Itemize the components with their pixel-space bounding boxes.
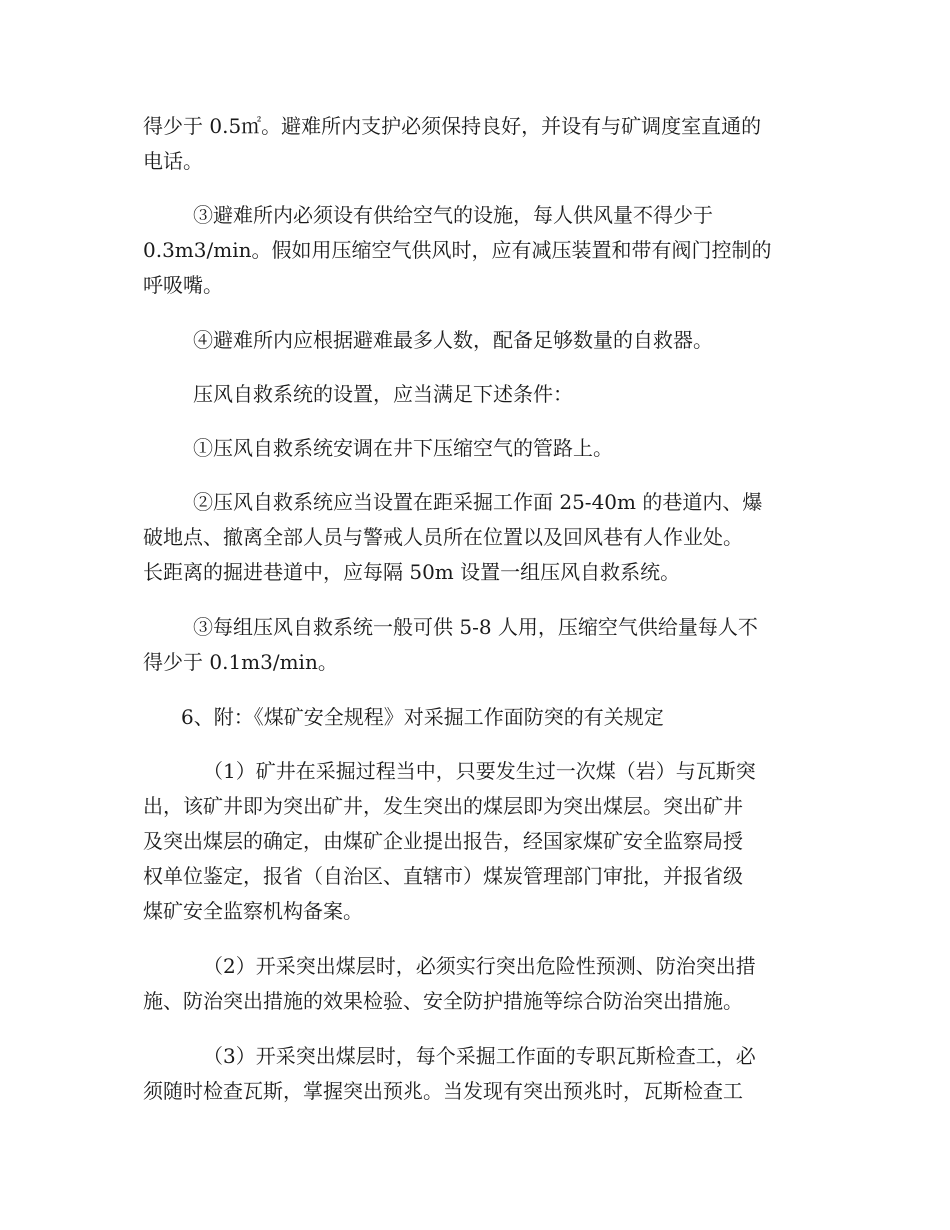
text-line: ③避难所内必须设有供给空气的设施，每人供风量不得少于 bbox=[193, 203, 713, 227]
text-line: （3）开采突出煤层时，每个采掘工作面的专职瓦斯检查工，必 bbox=[203, 1044, 756, 1068]
text-line: 长距离的掘进巷道中，应每隔 50m 设置一组压风自救系统。 bbox=[143, 560, 681, 584]
text-line: 施、防治突出措施的效果检验、安全防护措施等综合防治突出措施。 bbox=[143, 989, 743, 1013]
text-line: 破地点、撤离全部人员与警戒人员所在位置以及回风巷有人作业处。 bbox=[143, 525, 743, 549]
text-line: 得少于 0.5㎡。避难所内支护必须保持良好，并设有与矿调度室直通的 bbox=[143, 114, 762, 138]
text-line: ①压风自救系统安调在井下压缩空气的管路上。 bbox=[193, 436, 613, 460]
text-line: 电话。 bbox=[143, 149, 203, 173]
text-line: 6、附：《煤矿安全规程》对采掘工作面防突的有关规定 bbox=[181, 705, 664, 729]
text-line: 得少于 0.1m3/min。 bbox=[143, 650, 338, 674]
text-line: ④避难所内应根据避难最多人数，配备足够数量的自救器。 bbox=[193, 328, 713, 352]
text-line: （2）开采突出煤层时，必须实行突出危险性预测、防治突出措 bbox=[203, 954, 756, 978]
text-line: 及突出煤层的确定，由煤矿企业提出报告，经国家煤矿安全监察局授 bbox=[143, 829, 743, 853]
text-line: 权单位鉴定，报省（自治区、直辖市）煤炭管理部门审批，并报省级 bbox=[143, 864, 743, 888]
text-line: 出，该矿井即为突出矿井，发生突出的煤层即为突出煤层。突出矿井 bbox=[143, 794, 743, 818]
text-line: 压风自救系统的设置，应当满足下述条件： bbox=[193, 382, 573, 406]
text-line: （1）矿井在采掘过程当中，只要发生过一次煤（岩）与瓦斯突 bbox=[203, 759, 756, 783]
text-line: 煤矿安全监察机构备案。 bbox=[143, 899, 363, 923]
text-line: ②压风自救系统应当设置在距采掘工作面 25-40m 的巷道内、爆 bbox=[193, 490, 763, 514]
text-line: ③每组压风自救系统一般可供 5-8 人用，压缩空气供给量每人不 bbox=[193, 615, 758, 639]
text-line: 0.3m3/min。假如用压缩空气供风时，应有减压装置和带有阀门控制的 bbox=[143, 238, 772, 262]
text-line: 须随时检查瓦斯，掌握突出预兆。当发现有突出预兆时，瓦斯检查工 bbox=[143, 1079, 743, 1103]
text-line: 呼吸嘴。 bbox=[143, 273, 223, 297]
